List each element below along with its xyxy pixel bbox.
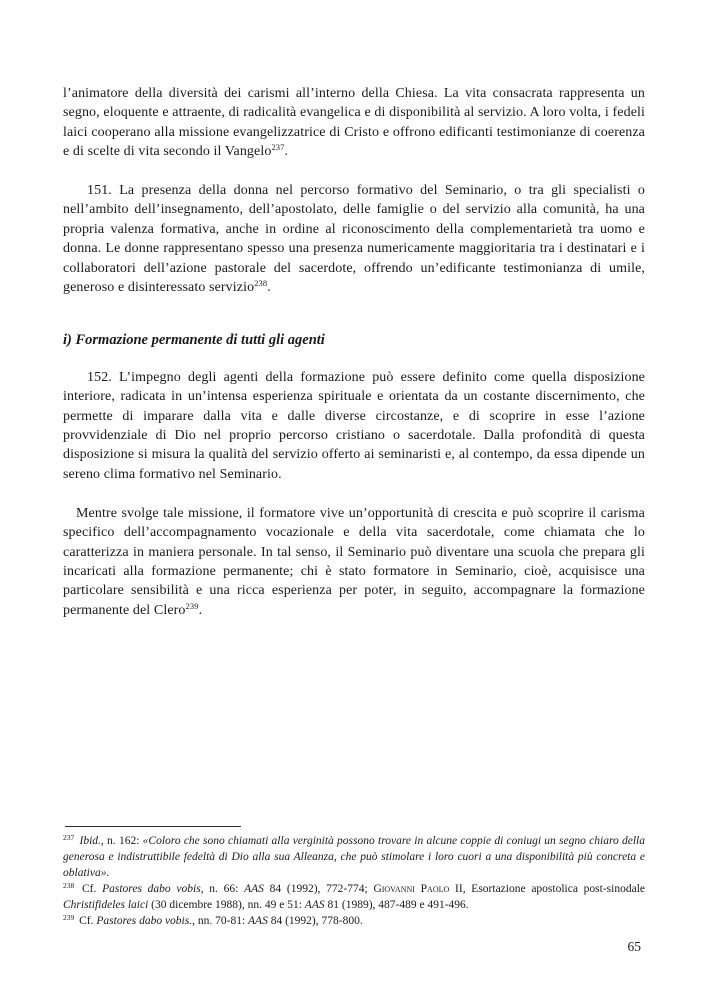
- paragraph-mentre: Mentre svolge tale missione, il formatore vive un’opportunità di crescita e può scoprire il carisma specifico dell’accompagnamento vocazionale e della vita sacerdotale, come chiamata che lo caratterizza in maniera personale. In tal senso, il Seminario può diventare una scuola che prepara gli incaricati alla formazione permanente; chi è stato formatore in Seminario, cioè, acquisisce una particolare sensibilità e una ricca esperienza per poter, in seguito, accompagnare la formazione permanente del Clero$^{239}$.: [63, 505, 645, 618]
- footnote-separator: [65, 826, 241, 827]
- paragraph-151: 151. La presenza della donna nel percorso formativo del Seminario, o tra gli specialisti o nell’ambito dell’insegnamento, dell’apostolato, delle famiglie o del servizio alla comunità, ha una propria valenza formativa, anche in ordine al riconoscimento della complementarietà tra uomo e donna. Le donne rappresentano spesso una presenza numericamente maggioritaria tra i destinatari e i collaboratori dell’azione pastorale del sacerdote, offrendo un’edificante testimonianza di umile, generoso e disinteressato servizio$^{238}$.: [63, 183, 645, 296]
- footnote-237: $^{237}$ Ibid., n. 162: «Coloro che sono chiamati alla verginità possono trovare in alcune coppie di coniugi un segno chiaro della generosa e indistruttibile fedeltà di Dio alla sua Alleanza, che può stimolare i loro cuori a una disponibilità più concreta e oblativa».: [63, 833, 645, 879]
- footnotes-section: [63, 826, 645, 929]
- main-text-block: [63, 84, 645, 620]
- paragraph-continuation: l’animatore della diversità dei carismi all’interno della Chiesa. La vita consacrata rappresenta un segno, eloquente e attraente, di radicalità evangelica e di disponibilità al servizio. A loro volta, i fedeli laici cooperano alla missione evangelizzatrice di Cristo e offrono edificanti testimonianze di coerenza e di scelte di vita secondo il Vangelo$^{237}$.: [63, 86, 645, 160]
- footnote-239: $^{239}$ Cf. Pastores dabo vobis., nn. 70-81: AAS 84 (1992), 778-800.: [63, 912, 363, 927]
- footnote-238: $^{238}$ Cf. Pastores dabo vobis, n. 66: AAS 84 (1992), 772-774; Giovanni Paolo II, Esortazione apostolica post-sinodale Christifideles laici (30 dicembre 1988), nn. 49 e 51: AAS 81 (1989), 487-489 e 491-496.: [63, 880, 646, 911]
- section-heading: i) Formazione permanente di tutti gli agenti: [63, 332, 325, 349]
- page-number: 65: [627, 939, 641, 954]
- paragraph-152: 152. L’impegno degli agenti della formazione può essere definito come quella disposizione interiore, radicata in un’intensa esperienza spirituale e orientata da un costante discernimento, che permette di imparare dalla vita e dalle diverse circostanze, e di scoprire in esse l’azione provvidenziale di Dio nel proprio percorso cristiano o sacerdotale. Dalla profondità di questa disposizione si misura la qualità del servizio offerto ai seminaristi e, al contempo, da essa dipende un sereno clima formativo nel Seminario.: [63, 369, 645, 482]
